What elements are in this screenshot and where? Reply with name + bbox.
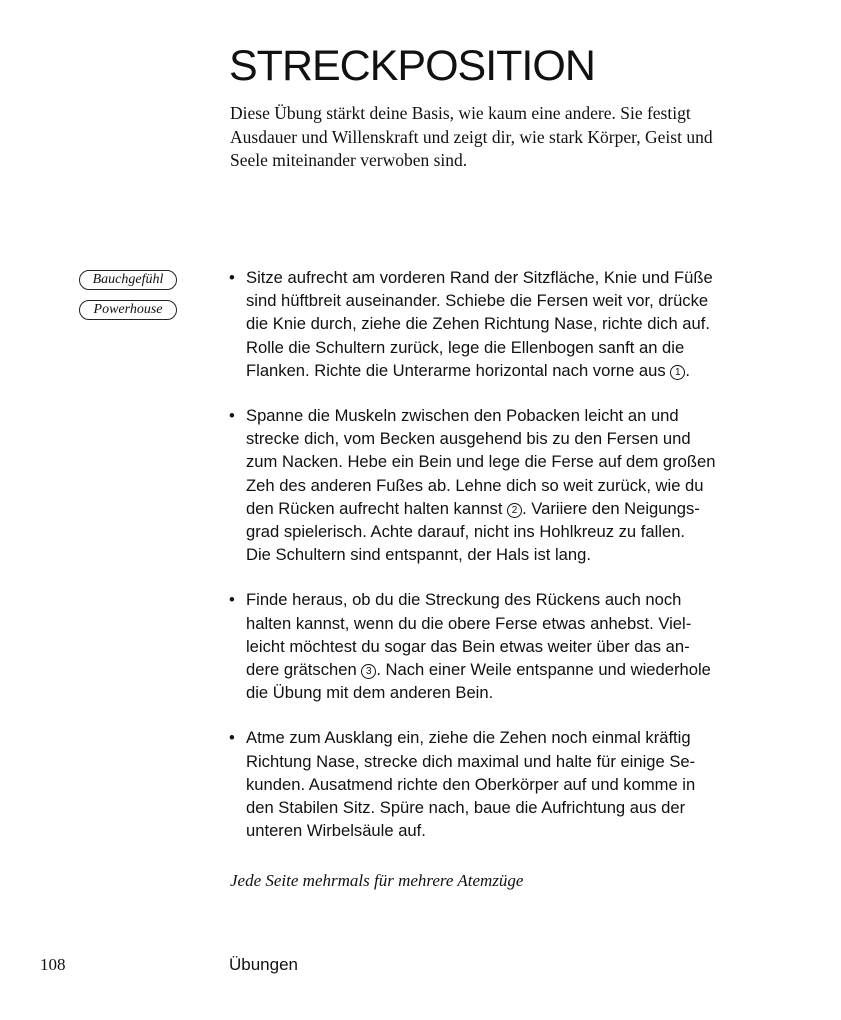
- figure-ref-3: 3: [361, 664, 376, 679]
- step-line: kunden. Ausatmend richte den Oberkörper auf und komme in: [246, 774, 696, 794]
- bullet-icon: •: [229, 590, 235, 610]
- step-line-end: . Nach einer Weile entspanne und wiederhole: [376, 660, 711, 680]
- step-3: [229, 588, 759, 704]
- step-line-text: dere grätschen: [246, 660, 357, 680]
- step-line-text: Flanken. Richte die Unterarme horizontal nach vorne aus: [246, 360, 666, 380]
- step-line: Sitze aufrecht am vorderen Rand der Sitzfläche, Knie und Füße: [246, 268, 713, 287]
- figure-ref-2: 2: [507, 503, 522, 518]
- step-line-with-ref: [246, 359, 759, 382]
- step-line: den Stabilen Sitz. Spüre nach, baue die Aufrichtung aus der: [246, 798, 686, 818]
- bullet-icon: •: [229, 406, 235, 426]
- step-line-end: .: [685, 360, 690, 380]
- step-line: die Knie durch, ziehe die Zehen Richtung Nase, richte dich auf.: [246, 314, 710, 334]
- step-line-end: . Variiere den Neigungs-: [522, 498, 700, 518]
- step-line: leicht möchtest du sogar das Bein etwas weiter über das an-: [246, 636, 690, 656]
- step-line: grad spielerisch. Achte darauf, nicht ins Hohlkreuz zu fallen.: [246, 522, 686, 542]
- tag-powerhouse: Powerhouse: [79, 300, 177, 320]
- step-line: zum Nacken. Hebe ein Bein und lege die Ferse auf dem großen: [246, 452, 716, 472]
- page-number: 108: [40, 955, 66, 974]
- step-line-with-ref: [246, 497, 759, 520]
- step-line: Die Schultern sind entspannt, der Hals ist lang.: [246, 545, 591, 565]
- step-line: die Übung mit dem anderen Bein.: [246, 683, 494, 703]
- step-line: unteren Wirbelsäule auf.: [246, 821, 426, 841]
- step-line: sind hüftbreit auseinander. Schiebe die Fersen weit vor, drücke: [246, 291, 709, 311]
- step-line: Finde heraus, ob du die Streckung des Rückens auch noch: [246, 590, 682, 610]
- step-1: [229, 266, 759, 382]
- figure-ref-1: 1: [670, 365, 685, 380]
- page-title: STRECKPOSITION: [229, 42, 595, 90]
- intro-text: Diese Übung stärkt deine Basis, wie kaum eine andere. Sie festigt Ausdauer und Willenskraft und zeigt dir, wie stark Körper, Geist und Seele miteinander verwoben sind.: [230, 103, 713, 170]
- exercise-steps: [229, 266, 759, 864]
- bullet-icon: •: [229, 268, 235, 287]
- step-line: Atme zum Ausklang ein, ziehe die Zehen noch einmal kräftig: [246, 728, 691, 748]
- step-4: [229, 726, 759, 842]
- step-line: halten kannst, wenn du die obere Ferse etwas anhebst. Viel-: [246, 613, 692, 633]
- step-line-with-ref: [246, 658, 759, 681]
- step-line: Richtung Nase, strecke dich maximal und halte für einige Se-: [246, 751, 696, 771]
- tag-list: [79, 270, 179, 330]
- step-line-text: den Rücken aufrecht halten kannst: [246, 498, 503, 518]
- step-line: strecke dich, vom Becken ausgehend bis zu den Fersen und: [246, 429, 691, 449]
- closing-note: Jede Seite mehrmals für mehrere Atemzüge: [230, 871, 524, 890]
- bullet-icon: •: [229, 728, 235, 748]
- step-2: [229, 404, 759, 566]
- tag-bauchgefuehl: Bauchgefühl: [79, 270, 177, 290]
- step-line: Rolle die Schultern zurück, lege die Ellenbogen sanft an die: [246, 337, 685, 357]
- step-line: Spanne die Muskeln zwischen den Pobacken leicht an und: [246, 406, 679, 426]
- section-name: Übungen: [229, 955, 299, 974]
- step-line: Zeh des anderen Fußes ab. Lehne dich so weit zurück, wie du: [246, 475, 704, 495]
